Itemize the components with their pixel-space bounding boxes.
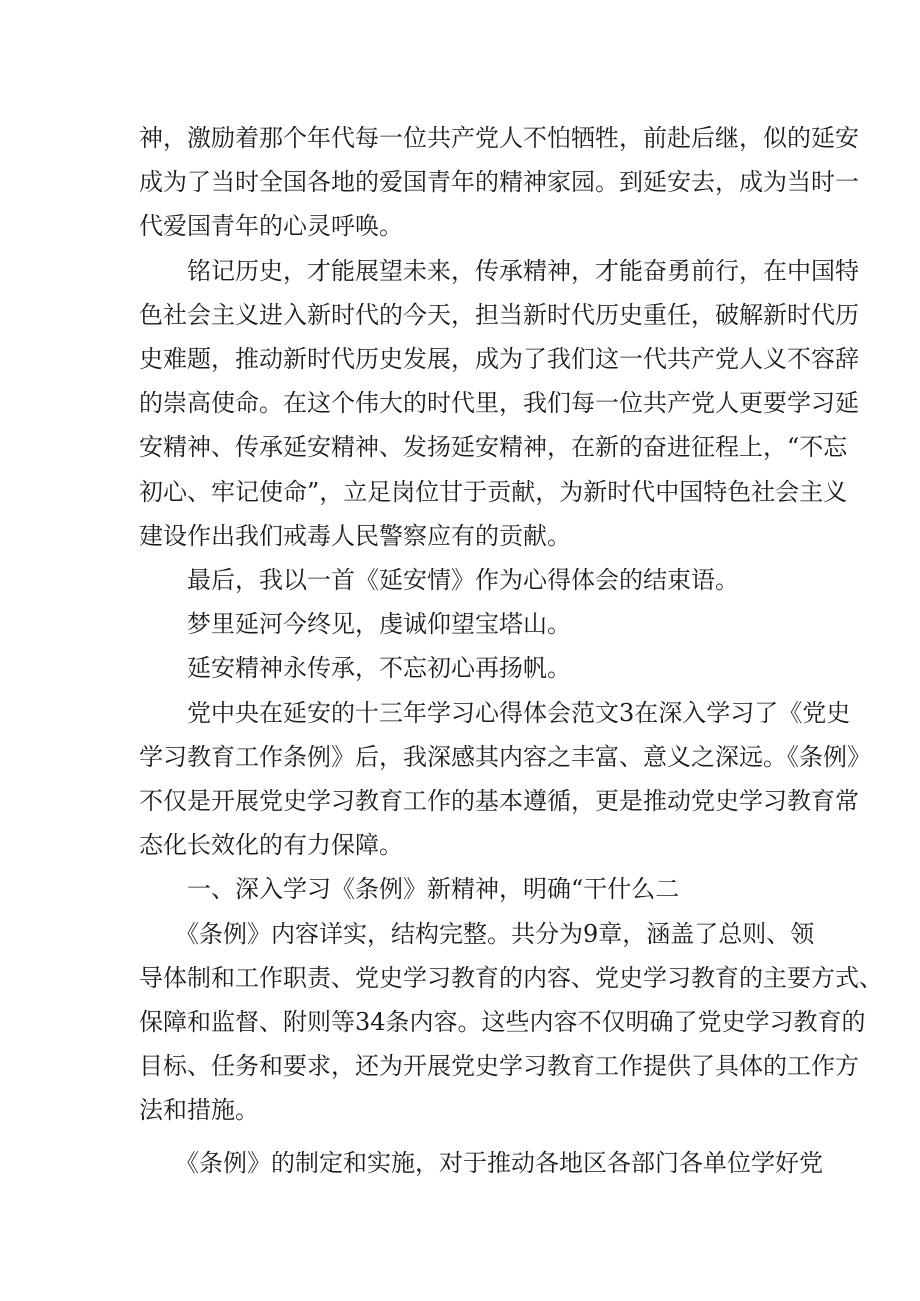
text-line: 建设作出我们戒毒人民警察应有的贡献。 (139, 521, 571, 550)
paragraph-remember-history (139, 249, 859, 558)
text-line: 色社会主义进入新时代的今天，担当新时代历史重任，破解新时代历 (139, 300, 859, 329)
text-line: 神，激励着那个年代每一位共产党人不怕牺牲，前赴后继，似的延安 (139, 124, 859, 152)
document-body (139, 116, 883, 1185)
text-line: 最后，我以一首《延安情》作为心得体会的结束语。 (187, 566, 739, 595)
text-line: 的崇高使命。在这个伟大的时代里，我们每一位共产党人更要学习延 (139, 389, 859, 418)
text-line: 代爱国青年的心灵呼唤。 (139, 212, 403, 241)
text-line: 目标、任务和要求，还为开展党史学习教育工作提供了具体的工作方 (139, 1052, 859, 1081)
text-line: 党中央在延安的十三年学习心得体会范文3在深入学习了《党史 (187, 698, 851, 727)
text-line: 梦里延河今终见，虔诚仰望宝塔山。 (187, 610, 571, 639)
text-line: 保障和监督、附则等34条内容。这些内容不仅明确了党史学习教育的 (139, 1008, 866, 1037)
poem-line-2 (139, 646, 799, 690)
text-line: 史难题，推动新时代历史发展，成为了我们这一代共产党人义不容辞 (139, 345, 859, 374)
text-line: 导体制和工作职责、党史学习教育的内容、党史学习教育的主要方式、 (139, 963, 883, 992)
text-line: 安精神、传承延安精神、发扬延安精神，在新的奋进征程上，“不忘 (139, 433, 848, 462)
text-line: 《条例》内容详实，结构完整。共分为9章，涵盖了总则、领 (175, 919, 815, 948)
paragraph-closing-intro (139, 558, 799, 602)
text-line: 初心、牢记使命”，立足岗位甘于贡献，为新时代中国特色社会主义 (139, 477, 848, 506)
text-line: 不仅是开展党史学习教育工作的基本遵循，更是推动党史学习教育常 (139, 787, 859, 816)
text-line: 延安精神永传承，不忘初心再扬帆。 (187, 654, 571, 683)
paragraph-regulation-implementation (139, 1141, 823, 1185)
paragraph-sample-3 (139, 691, 871, 868)
text-line: 学习教育工作条例》后，我深感其内容之丰富、意义之深远。《条例》 (139, 742, 871, 771)
section-heading-1 (139, 867, 799, 911)
poem-line-1 (139, 602, 799, 646)
paragraph-regulation-content (139, 912, 883, 1133)
text-line: 法和措施。 (139, 1096, 259, 1125)
text-line: 态化长效化的有力保障。 (139, 831, 403, 860)
text-line: 《条例》的制定和实施，对于推动各地区各部门各单位学好党 (175, 1148, 823, 1177)
text-line: 成为了当时全国各地的爱国青年的精神家园。到延安去，成为当时一 (139, 168, 859, 197)
text-line: 一、深入学习《条例》新精神，明确“干什么二 (187, 875, 680, 904)
paragraph-continuation (139, 116, 859, 249)
text-line: 铭记历史，才能展望未来，传承精神，才能奋勇前行，在中国特 (187, 256, 859, 285)
